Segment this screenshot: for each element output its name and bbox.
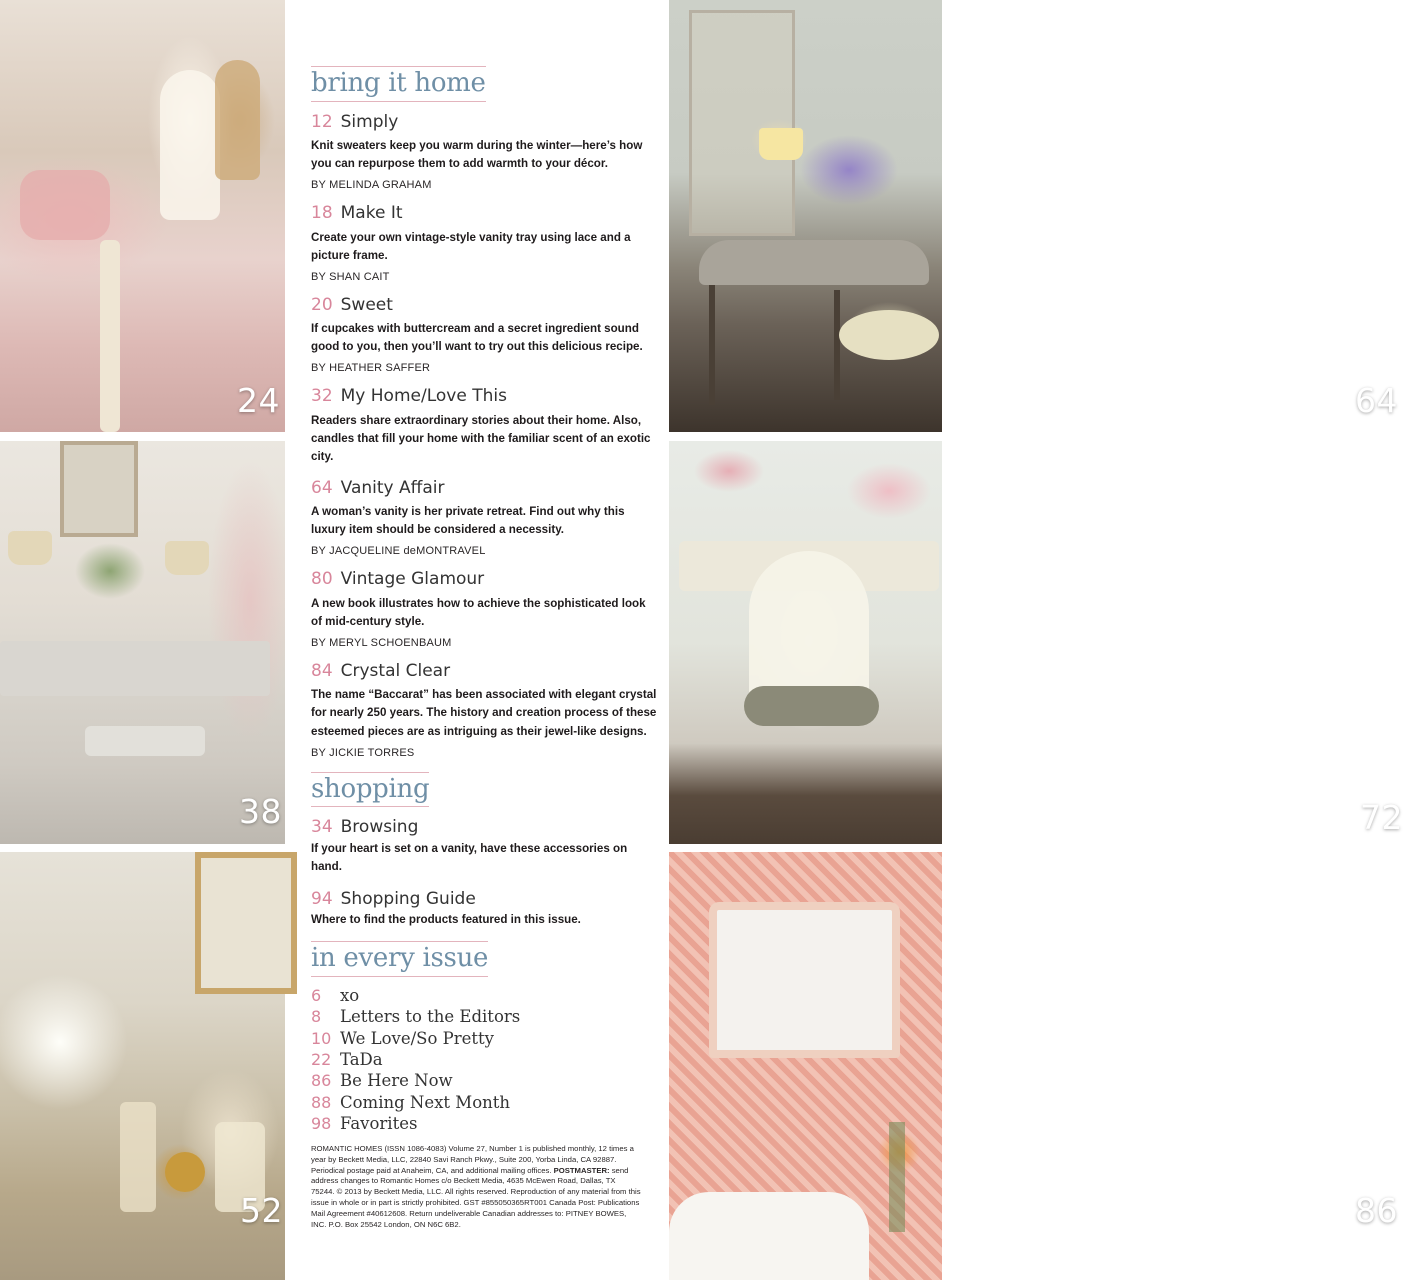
list-item[interactable]: [311, 985, 657, 1006]
photo-bedroom: [0, 0, 285, 432]
contents-entry[interactable]: [311, 569, 657, 649]
page-number: 52: [240, 1191, 283, 1230]
chair-cushion: [839, 310, 939, 360]
perfume-bottle: [120, 1102, 156, 1212]
contents-column: [311, 66, 657, 1231]
entry-byline: BY MELINDA GRAHAM: [311, 179, 432, 192]
entry-title: Vanity Affair: [340, 477, 445, 498]
list-item[interactable]: [311, 1006, 657, 1027]
entry-title: Simply: [340, 111, 399, 132]
entry-description: Readers share extraordinary stories about their home. Also, candles that fill your home with the familiar scent of an exotic city.: [311, 413, 651, 463]
white-desk: [0, 641, 270, 696]
postmaster-label: POSTMASTER:: [553, 1165, 610, 1175]
entry-title: Vintage Glamour: [340, 569, 485, 590]
entry-page-number: 34: [311, 817, 333, 838]
entry-title: Crystal Clear: [340, 660, 451, 681]
entry-page-number: 84: [311, 660, 333, 681]
entry-description: A woman’s vanity is her private retreat. Find out why this luxury item should be considered a necessity.: [311, 505, 625, 537]
page-number: 24: [237, 381, 280, 420]
table-leg: [709, 285, 715, 405]
entry-description: If cupcakes with buttercream and a secret ingredient sound good to you, then you’ll want to try out this delicious recipe.: [311, 322, 643, 354]
list-item[interactable]: [311, 1092, 657, 1113]
legal-text-1: ROMANTIC HOMES (ISSN 1086-4083) Volume 27, Number 1 is published monthly, 12 times a year by Beckett Media, LLC, 22840 Savi Ranch Pkwy., Suite 200, Yorba Linda, CA 92887. Periodical postage paid at Anaheim, CA, and additional mailing offices.: [311, 1143, 634, 1175]
photo-vanity-mirror: [669, 0, 1398, 432]
entry-title: Make It: [340, 203, 403, 224]
list-item[interactable]: [311, 1070, 657, 1091]
entry-page-number: 18: [311, 203, 333, 224]
entry-description: If your heart is set on a vanity, have these accessories on hand.: [311, 841, 628, 873]
item-page-number: 86: [311, 1071, 332, 1091]
contents-entry[interactable]: [311, 295, 657, 375]
contents-entry[interactable]: [311, 661, 657, 759]
entry-title: Browsing: [340, 817, 419, 838]
entry-description: The name “Baccarat” has been associated with elegant crystal for nearly 250 years. The history and creation process of these esteemed pieces are as intriguing as their jewel-like designs.: [311, 688, 657, 738]
item-title: Favorites: [340, 1114, 418, 1134]
pillow: [20, 170, 110, 240]
stool: [85, 726, 205, 756]
item-title: We Love/So Pretty: [340, 1028, 494, 1048]
photo-perfume-bottles: [0, 852, 285, 1280]
contents-entry[interactable]: [311, 478, 657, 558]
mirror: [689, 10, 795, 236]
entry-page-number: 20: [311, 294, 333, 315]
section-title-bring-it-home: bring it home: [311, 66, 486, 102]
page-number: 86: [1355, 1191, 1398, 1230]
list-item[interactable]: [311, 1113, 657, 1134]
lamp-shade: [8, 531, 52, 565]
entry-byline: BY MERYL SCHOENBAUM: [311, 636, 452, 649]
list-item[interactable]: [311, 1028, 657, 1049]
dress-form: [160, 70, 220, 220]
table-leg: [834, 290, 840, 400]
item-page-number: 8: [311, 1007, 322, 1027]
item-page-number: 98: [311, 1114, 332, 1134]
entry-byline: BY SHAN CAIT: [311, 270, 390, 283]
entry-page-number: 64: [311, 477, 333, 498]
entry-description: Create your own vintage-style vanity tray using lace and a picture frame.: [311, 230, 631, 262]
item-title: Letters to the Editors: [340, 1007, 521, 1027]
section-title-shopping: shopping: [311, 772, 429, 808]
list-item[interactable]: [311, 1049, 657, 1070]
framed-picture: [60, 441, 138, 537]
every-issue-list: [311, 985, 657, 1135]
publication-legal-notice: [311, 1144, 641, 1232]
entry-page-number: 80: [311, 569, 333, 590]
page-number: 72: [1360, 798, 1403, 837]
item-title: Coming Next Month: [340, 1092, 511, 1112]
entry-description: Knit sweaters keep you warm during the winter—here’s how you can repurpose them to add warmth to your décor.: [311, 138, 643, 171]
section-title-in-every-issue: in every issue: [311, 941, 488, 977]
entry-description: Where to find the products featured in this issue.: [311, 913, 581, 927]
item-title: Be Here Now: [340, 1071, 453, 1091]
photo-ornate-chair: [669, 441, 1403, 844]
entry-title: My Home/Love This: [340, 386, 507, 407]
item-title: xo: [340, 985, 360, 1005]
bed-post: [100, 240, 120, 432]
item-page-number: 10: [311, 1028, 332, 1048]
page-number: 38: [239, 792, 282, 831]
entry-byline: BY JACQUELINE deMONTRAVEL: [311, 545, 486, 558]
lamp-shade: [165, 541, 209, 575]
photo-bathroom: [669, 852, 1398, 1280]
dress-form-2: [215, 60, 260, 180]
item-page-number: 6: [311, 985, 322, 1005]
contents-entry[interactable]: [311, 889, 657, 929]
item-page-number: 22: [311, 1050, 332, 1069]
page-number: 64: [1355, 381, 1398, 420]
lamp-shade: [759, 128, 803, 160]
item-page-number: 88: [311, 1092, 332, 1112]
perfume-stopper: [165, 1152, 205, 1192]
chair-seat: [744, 686, 879, 726]
flower-vase: [889, 1122, 905, 1232]
contents-entry[interactable]: [311, 817, 657, 876]
mirror-frame: [195, 852, 297, 994]
entry-page-number: 12: [311, 111, 333, 132]
contents-entry[interactable]: [311, 386, 657, 466]
legal-text-2: send address changes to Romantic Homes c/o Beckett Media, 4635 McEwen Road, Dallas, TX 75244. © 2013 by Beckett Media, LLC. All rights reserved. Reproduction of any material from this issue in whole or in part is strictly prohibited. GST #855050365RT001 Canada Post: Publications Mail Agreement #40612608. Return undeliverable Canadian addresses to: PITNEY BOWES, INC. P.O. Box 25542 London, ON N6C 6B2.: [311, 1165, 641, 1230]
entry-page-number: 32: [311, 386, 333, 407]
entry-byline: BY JICKIE TORRES: [311, 746, 415, 759]
chair-back: [749, 551, 869, 701]
entry-description: A new book illustrates how to achieve the sophisticated look of mid-century style.: [311, 596, 646, 628]
sink: [669, 1192, 869, 1280]
contents-entry[interactable]: [311, 112, 657, 192]
entry-page-number: 94: [311, 888, 333, 909]
contents-entry[interactable]: [311, 203, 657, 283]
ornate-mirror: [709, 902, 900, 1058]
entry-byline: BY HEATHER SAFFER: [311, 362, 431, 375]
item-title: TaDa: [340, 1050, 383, 1069]
entry-title: Sweet: [340, 294, 393, 315]
vanity-table: [699, 240, 929, 285]
entry-title: Shopping Guide: [340, 888, 476, 909]
photo-white-vanity: [0, 441, 285, 844]
